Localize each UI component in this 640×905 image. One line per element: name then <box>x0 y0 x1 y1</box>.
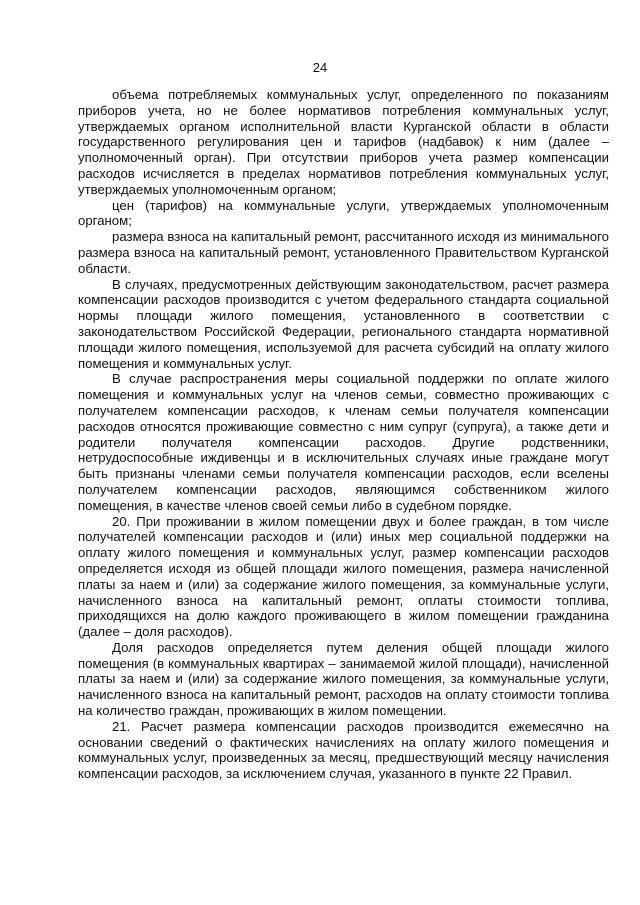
paragraph-7: Доля расходов определяется путем деления общей площади жилого помещения (в коммунальных квартирах – занимаемой жилой площади), начисленной платы за наем и (или) за содержание жилого помещения, за коммунальные услуги, начисленного взноса на капитальный ремонт, расходов на оплату стоимости топлива на количество граждан, проживающих в жилом помещении. <box>78 639 609 719</box>
paragraph-8: 21. Расчет размера компенсации расходов производится ежемесячно на основании сведений о фактических начислениях на оплату жилого помещения и коммунальных услуг, произведенных за месяц, предшествующий месяцу начисления компенсации расходов, за исключением случая, указанного в пункте 22 Правил. <box>78 718 609 782</box>
page-number: 24 <box>312 60 328 75</box>
document-body <box>78 87 609 782</box>
paragraph-3: размера взноса на капитальный ремонт, рассчитанного исходя из минимального размера взноса на капитальный ремонт, установленного Правительством Курганской области. <box>78 229 609 276</box>
paragraph-5: В случае распространения меры социальной поддержки по оплате жилого помещения и коммунальных услуг на членов семьи, совместно проживающих с получателем компенсации расходов, к членам семьи получателя компенсации расходов относятся проживающие совместно с ним супруг (супруга), а также дети и родители получателя компенсации расходов. Другие родственники, нетрудоспособные иждивенцы и в исключительных случаях иные граждане могут быть признаны членами семьи получателя компенсации расходов, если вселены получателем компенсации расходов, являющимся собственником жилого помещения, в качестве членов своей семьи либо в судебном порядке. <box>78 371 609 513</box>
paragraph-2: цен (тарифов) на коммунальные услуги, утверждаемых уполномоченным органом; <box>78 197 609 229</box>
paragraph-1: объема потребляемых коммунальных услуг, определенного по показаниям приборов учета, но не более нормативов потребления коммунальных услуг, утверждаемых органом исполнительной власти Курганской области в области государственного регулирования цен и тарифов (надбавок) к ним (далее – уполномоченный орган). При отсутствии приборов учета размер компенсации расходов исчисляется в пределах нормативов потребления коммунальных услуг, утверждаемых уполномоченным органом; <box>78 87 609 197</box>
paragraph-4: В случаях, предусмотренных действующим законодательством, расчет размера компенсации расходов производится с учетом федерального стандарта социальной нормы площади жилого помещения, установленного в соответствии с законодательством Российской Федерации, регионального стандарта нормативной площади жилого помещения, используемой для расчета субсидий на оплату жилого помещения и коммунальных услуг. <box>78 276 609 371</box>
paragraph-6: 20. При проживании в жилом помещении двух и более граждан, в том числе получателей компенсации расходов и (или) иных мер социальной поддержки на оплату жилого помещения и коммунальных услуг, размер компенсации расходов определяется исходя из общей площади жилого помещения, размера начисленной платы за наем и (или) за содержание жилого помещения, за коммунальные услуги, начисленного взноса на капитальный ремонт, оплаты стоимости топлива, приходящихся на долю каждого проживающего в жилом помещении гражданина (далее – доля расходов). <box>78 513 609 640</box>
